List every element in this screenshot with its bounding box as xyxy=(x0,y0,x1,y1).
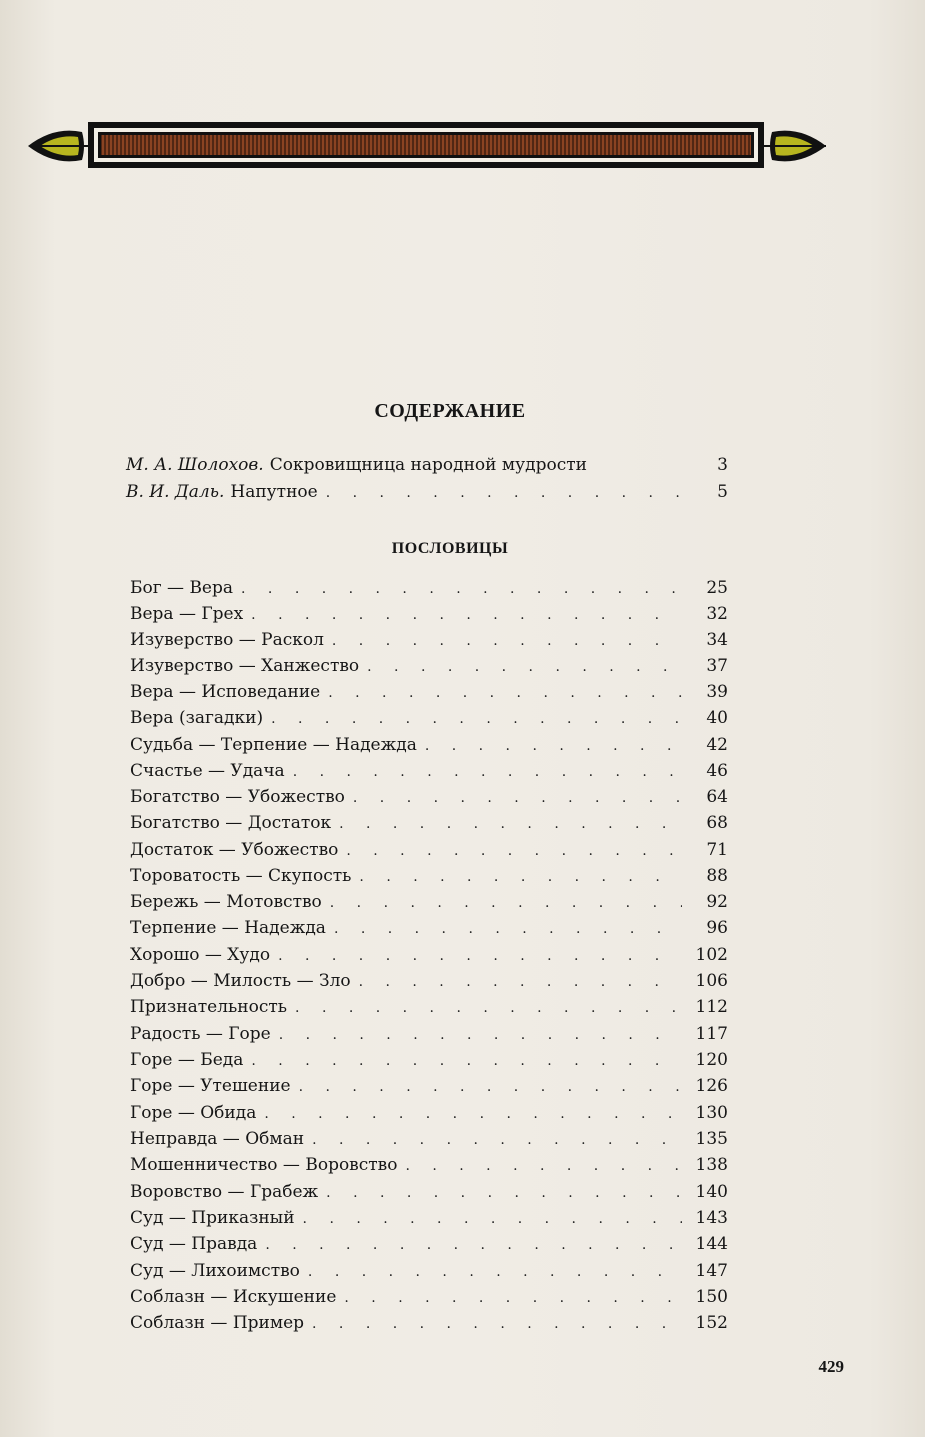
entry-page: 144 xyxy=(695,1234,728,1254)
leader-dots xyxy=(330,921,682,937)
entry-author: В. И. Даль. xyxy=(126,482,225,502)
entry-page: 112 xyxy=(695,997,728,1017)
entry-title: Радость — Горе xyxy=(130,1024,271,1044)
toc-entry xyxy=(130,840,728,864)
left-leaf-icon xyxy=(28,131,88,162)
toc-entry xyxy=(130,892,728,916)
entry-page: 25 xyxy=(706,578,728,598)
toc-entry xyxy=(130,1076,728,1100)
leader-dots xyxy=(261,1237,682,1253)
entry-title: Признательность xyxy=(130,997,288,1017)
entry-title: Суд — Лихоимство xyxy=(130,1261,300,1281)
toc-entry xyxy=(130,656,728,680)
entry-title: Вера — Грех xyxy=(130,604,244,624)
toc-entry xyxy=(130,1050,728,1074)
entry-title: Напутное xyxy=(230,482,318,502)
leader-dots xyxy=(308,1316,682,1332)
leader-dots xyxy=(322,485,682,501)
entry-page: 71 xyxy=(706,840,728,860)
leader-dots xyxy=(304,1264,682,1280)
entry-page: 147 xyxy=(695,1261,728,1281)
section-heading: ПОСЛОВИЦЫ xyxy=(391,540,509,557)
toc-entry xyxy=(130,1024,728,1048)
entry-title: Соблазн — Пример xyxy=(130,1313,305,1333)
toc-entry xyxy=(130,630,728,654)
toc-entry xyxy=(130,604,728,628)
toc-entry xyxy=(130,761,728,785)
entry-title: Горе — Обида xyxy=(130,1103,257,1123)
entry-page: 130 xyxy=(695,1103,728,1123)
toc-entry xyxy=(130,1287,728,1311)
entry-page: 126 xyxy=(695,1076,728,1096)
leader-dots xyxy=(275,1027,682,1043)
entry-page: 143 xyxy=(695,1208,728,1228)
entry-page: 68 xyxy=(706,813,728,833)
entry-title: Изуверство — Раскол xyxy=(130,630,324,650)
toc-entry xyxy=(130,1313,728,1337)
entry-title: Добро — Милость — Зло xyxy=(130,971,351,991)
toc-entry xyxy=(130,1234,728,1258)
entry-page: 32 xyxy=(706,604,728,624)
leader-dots xyxy=(295,1079,682,1095)
toc-entry xyxy=(126,455,728,479)
toc-entry xyxy=(130,866,728,890)
leader-dots xyxy=(349,790,682,806)
entry-page: 92 xyxy=(706,892,728,912)
leader-dots xyxy=(324,685,682,701)
leader-dots xyxy=(363,659,682,675)
entry-title: Богатство — Достаток xyxy=(130,813,332,833)
entry-title: Воровство — Грабеж xyxy=(130,1182,319,1202)
toc-entry xyxy=(130,578,728,602)
entry-title: Бережь — Мотовство xyxy=(130,892,322,912)
entry-title: Суд — Приказный xyxy=(130,1208,295,1228)
leader-dots xyxy=(340,1290,682,1306)
toc-entry xyxy=(130,997,728,1021)
toc-entry xyxy=(130,708,728,732)
toc-entry xyxy=(130,1261,728,1285)
toc-entry xyxy=(130,1208,728,1232)
entry-title: Изуверство — Ханжество xyxy=(130,656,360,676)
entry-title: Горе — Беда xyxy=(130,1050,244,1070)
entry-page: 5 xyxy=(717,482,728,502)
entry-title: Вера — Исповедание xyxy=(130,682,321,702)
entry-title: Судьба — Терпение — Надежда xyxy=(130,735,417,755)
entry-title: Горе — Утешение xyxy=(130,1076,291,1096)
leader-dots xyxy=(274,948,682,964)
entry-page: 37 xyxy=(706,656,728,676)
toc-entry xyxy=(130,971,728,995)
entry-page: 102 xyxy=(695,945,728,965)
entry-page: 120 xyxy=(695,1050,728,1070)
entry-title: Соблазн — Искушение xyxy=(130,1287,337,1307)
leader-dots xyxy=(335,816,682,832)
leader-dots xyxy=(342,843,682,859)
entry-page: 150 xyxy=(695,1287,728,1307)
toc-entry xyxy=(130,1155,728,1179)
leader-dots xyxy=(355,974,682,990)
toc-entry xyxy=(130,945,728,969)
entry-title: Неправда — Обман xyxy=(130,1129,305,1149)
leader-dots xyxy=(299,1211,682,1227)
entry-page: 135 xyxy=(695,1129,728,1149)
toc-entry xyxy=(130,918,728,942)
toc-entry xyxy=(130,787,728,811)
entry-page: 96 xyxy=(706,918,728,938)
toc-entry xyxy=(130,813,728,837)
entry-title: Терпение — Надежда xyxy=(130,918,326,938)
leader-dots xyxy=(291,1000,682,1016)
entry-title: Счастье — Удача xyxy=(130,761,285,781)
leader-dots xyxy=(289,764,682,780)
contents-heading: СОДЕРЖАНИЕ xyxy=(374,400,526,422)
page-number: 429 xyxy=(818,1357,844,1376)
entry-title: Сокровищница народной мудрости xyxy=(269,455,587,475)
leader-dots xyxy=(308,1132,682,1148)
leader-dots xyxy=(401,1158,682,1174)
toc-entry xyxy=(130,1182,728,1206)
leader-dots xyxy=(267,711,682,727)
entry-title: Богатство — Убожество xyxy=(130,787,345,807)
entry-page: 34 xyxy=(706,630,728,650)
entry-title: Достаток — Убожество xyxy=(130,840,339,860)
leader-dots xyxy=(421,738,682,754)
entry-title: Хорошо — Худо xyxy=(130,945,271,965)
entry-page: 88 xyxy=(706,866,728,886)
right-leaf-icon xyxy=(764,131,826,162)
entry-author: М. А. Шолохов. xyxy=(126,455,264,475)
entry-page: 152 xyxy=(695,1313,728,1333)
leader-dots xyxy=(260,1106,682,1122)
leader-dots xyxy=(247,1053,682,1069)
leader-dots xyxy=(355,869,682,885)
toc-entry xyxy=(130,1129,728,1153)
entry-page: 106 xyxy=(695,971,728,991)
leader-dots xyxy=(322,1185,682,1201)
leader-dots xyxy=(247,607,682,623)
entry-title: Вера (загадки) xyxy=(130,708,264,728)
leader-dots xyxy=(237,581,682,597)
entry-page: 138 xyxy=(695,1155,728,1175)
toc-entry xyxy=(126,482,728,506)
entry-page: 42 xyxy=(706,735,728,755)
entry-title: Мошенничество — Воровство xyxy=(130,1155,398,1175)
toc-entry xyxy=(130,1103,728,1127)
entry-page: 46 xyxy=(706,761,728,781)
entry-title: Тороватость — Скупость xyxy=(130,866,352,886)
entry-page: 140 xyxy=(695,1182,728,1202)
entry-title: Суд — Правда xyxy=(130,1234,258,1254)
toc-entry xyxy=(130,735,728,759)
entry-page: 39 xyxy=(706,682,728,702)
entry-page: 117 xyxy=(695,1024,728,1044)
toc-entry xyxy=(130,682,728,706)
entry-page: 40 xyxy=(706,708,728,728)
entry-title: Бог — Вера xyxy=(130,578,234,598)
leader-dots xyxy=(328,633,682,649)
decorative-headband xyxy=(24,118,830,174)
entry-page: 64 xyxy=(706,787,728,807)
leader-dots xyxy=(326,895,682,911)
entry-page: 3 xyxy=(717,455,728,475)
